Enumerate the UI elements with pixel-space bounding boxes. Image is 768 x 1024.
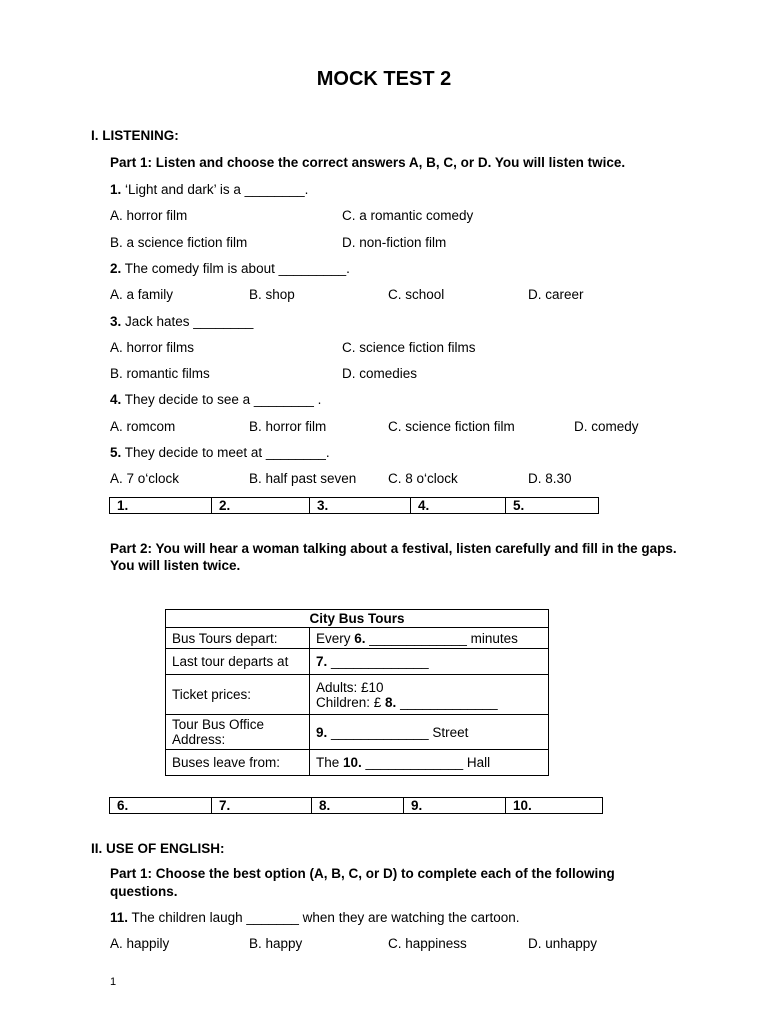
row-label: Bus Tours depart: (166, 628, 310, 649)
question-number: 4. (110, 392, 122, 407)
option-4a: A. romcom (110, 419, 176, 434)
option-3a: A. horror films (110, 340, 195, 355)
row-label: Ticket prices: (166, 675, 310, 715)
question-1 (110, 182, 308, 197)
row-label: Last tour departs at (166, 649, 310, 675)
answer-box-6[interactable]: 6. (110, 798, 212, 814)
question-text: The comedy film is about _________. (121, 261, 350, 276)
part2-instruction-line2: You will listen twice. (110, 558, 241, 573)
gap-7[interactable]: _____________ (327, 654, 429, 669)
question-5 (110, 445, 330, 460)
uoe-part1-instruction-line2: questions. (110, 884, 178, 899)
option-1d: D. non-fiction film (342, 235, 447, 250)
question-text: ‘Light and dark’ is a ________. (121, 182, 309, 197)
option-2c: C. school (388, 287, 445, 302)
uoe-part1-instruction-line1: Part 1: Choose the best option (A, B, C, or D) to complete each of the following (110, 866, 615, 881)
table-title: City Bus Tours (166, 610, 549, 628)
gap-number-7: 7. (316, 654, 328, 669)
answer-box-7[interactable]: 7. (212, 798, 312, 814)
option-5a: A. 7 o‘clock (110, 471, 180, 486)
question-text: They decide to see a ________ . (121, 392, 322, 407)
question-text: The children laugh _______ when they are watching the cartoon. (128, 910, 520, 925)
option-1a: A. horror film (110, 208, 188, 223)
gap-number-6: 6. (354, 630, 366, 646)
answer-box-10[interactable]: 10. (506, 798, 603, 814)
row-label: Buses leave from: (166, 750, 310, 776)
gap-number-8: 8. (385, 694, 397, 710)
answer-box-3[interactable]: 3. (310, 498, 411, 514)
option-4b: B. horror film (249, 419, 327, 434)
question-number: 1. (110, 182, 122, 197)
row-value: Adults: £10 Children: £ 8. _____________ (310, 675, 549, 715)
page-title: MOCK TEST 2 (316, 68, 452, 90)
question-number: 5. (110, 445, 122, 460)
row-value (310, 715, 549, 750)
gap-10[interactable]: _____________ Hall (361, 755, 491, 770)
row-value: The 10. _____________ Hall (310, 750, 549, 776)
question-text: They decide to meet at ________. (121, 445, 330, 460)
gap-9[interactable]: _____________ Street (327, 724, 469, 740)
question-text: Jack hates ________ (121, 314, 254, 329)
page-number: 1 (110, 976, 117, 988)
answer-box-table-1-5 (109, 497, 599, 514)
option-11d: D. unhappy (528, 936, 598, 951)
option-4c: C. science fiction film (388, 419, 515, 434)
row-value: Every 6. _____________ minutes (310, 628, 549, 649)
question-number: 3. (110, 314, 122, 329)
option-1b: B. a science fiction film (110, 235, 248, 250)
part1-instruction: Part 1: Listen and choose the correct answers A, B, C, or D. You will listen twice. (110, 155, 626, 170)
answer-box-table-6-10 (109, 797, 603, 814)
option-2a: A. a family (110, 287, 174, 302)
option-5d: D. 8.30 (528, 471, 572, 486)
row-value (310, 649, 549, 675)
section-heading-use-of-english: II. USE OF ENGLISH: (91, 841, 225, 856)
option-2d: D. career (528, 287, 584, 302)
question-4 (110, 392, 321, 407)
option-11a: A. happily (110, 936, 170, 951)
section-heading-listening: I. LISTENING: (91, 128, 179, 143)
row-label: Tour Bus Office Address: (166, 715, 310, 750)
gap-number-9: 9. (316, 724, 328, 740)
option-5b: B. half past seven (249, 471, 357, 486)
question-number: 2. (110, 261, 122, 276)
question-3 (110, 314, 253, 329)
option-11c: C. happiness (388, 936, 467, 951)
answer-box-8[interactable]: 8. (312, 798, 404, 814)
option-3d: D. comedies (342, 366, 418, 381)
gap-6[interactable]: _____________ minutes (365, 630, 518, 646)
option-5c: C. 8 o‘clock (388, 471, 458, 486)
part2-instruction-line1: Part 2: You will hear a woman talking about a festival, listen carefully and fill in the gaps. (110, 541, 677, 556)
answer-box-4[interactable]: 4. (411, 498, 506, 514)
gap-number-10: 10. (343, 755, 362, 770)
question-2 (110, 261, 350, 276)
answer-box-5[interactable]: 5. (506, 498, 599, 514)
option-11b: B. happy (249, 936, 303, 951)
option-2b: B. shop (249, 287, 295, 302)
option-1c: C. a romantic comedy (342, 208, 474, 223)
answer-box-9[interactable]: 9. (404, 798, 506, 814)
city-bus-tours-table (165, 609, 549, 776)
answer-box-1[interactable]: 1. (110, 498, 212, 514)
option-3c: C. science fiction films (342, 340, 476, 355)
option-4d: D. comedy (574, 419, 639, 434)
question-11 (110, 910, 520, 925)
answer-box-2[interactable]: 2. (212, 498, 310, 514)
gap-8[interactable]: _____________ (396, 694, 498, 710)
option-3b: B. romantic films (110, 366, 210, 381)
question-number: 11. (110, 910, 129, 925)
